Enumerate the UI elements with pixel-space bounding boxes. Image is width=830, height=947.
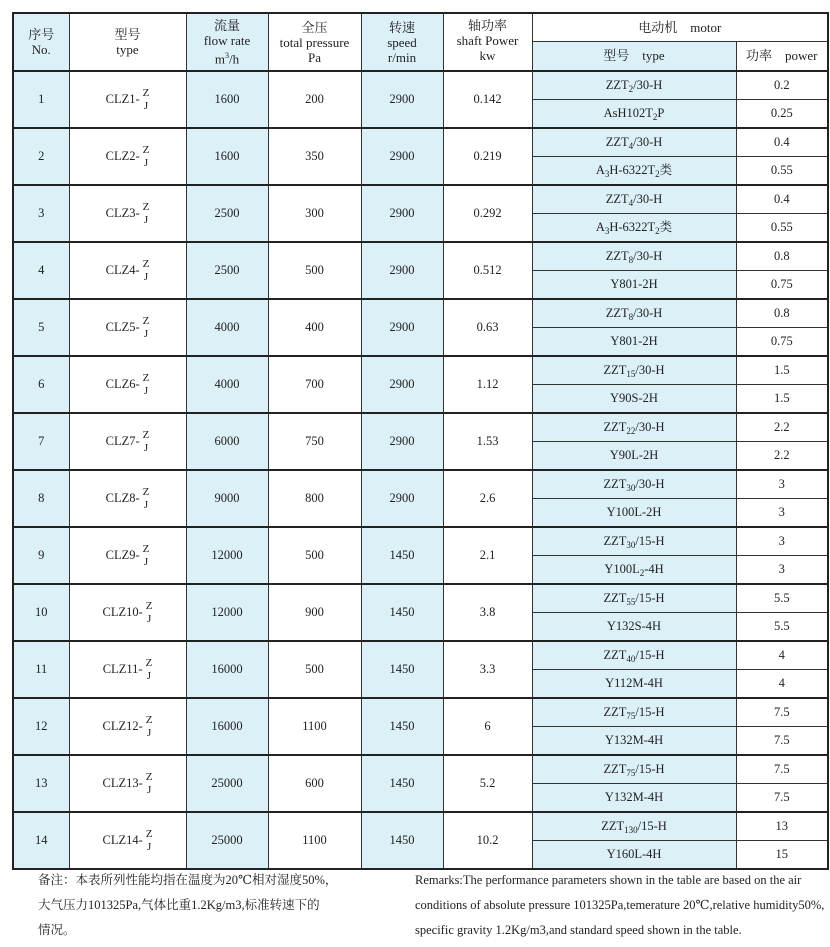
fan-type-variant	[143, 87, 150, 113]
motor-type-text: ZZT	[605, 249, 629, 263]
motor-power: 0.2	[736, 71, 828, 100]
table-row	[13, 242, 828, 271]
motor-type	[532, 185, 736, 214]
motor-type	[532, 556, 736, 585]
fan-type	[69, 470, 186, 527]
speed: 2900	[361, 356, 443, 413]
flow-rate: 4000	[186, 356, 268, 413]
variant-j: J	[143, 327, 149, 340]
motor-type	[532, 328, 736, 357]
motor-type-subscript: 2	[652, 112, 658, 122]
variant-z: Z	[142, 257, 150, 270]
note-line: 大气压力101325Pa,气体比重1.2Kg/m3,标准转速下的	[38, 898, 320, 912]
motor-type	[532, 784, 736, 813]
fan-type-variant	[146, 714, 153, 740]
motor-type-subscript: 4	[628, 141, 634, 151]
motor-type	[532, 71, 736, 100]
speed: 2900	[361, 185, 443, 242]
fan-type-model: CLZ6-	[105, 376, 140, 391]
fan-type	[69, 356, 186, 413]
total-pressure: 1100	[268, 812, 361, 869]
motor-type-text: Y132M-4H	[604, 733, 664, 747]
motor-power: 0.8	[736, 299, 828, 328]
motor-power: 4	[736, 641, 828, 670]
motor-type-text: /15-H	[635, 762, 665, 776]
motor-power: 1.5	[736, 356, 828, 385]
fan-type-variant	[143, 372, 150, 398]
motor-type-subscript: 8	[628, 255, 634, 265]
variant-z: Z	[142, 143, 150, 156]
motor-type-subscript: 75	[626, 711, 636, 721]
motor-type	[532, 470, 736, 499]
variant-j: J	[146, 612, 152, 625]
variant-j: J	[143, 441, 149, 454]
fan-type	[69, 242, 186, 299]
motor-type-text: ZZT	[603, 705, 627, 719]
variant-j: J	[143, 384, 149, 397]
table-row	[13, 413, 828, 442]
total-pressure: 600	[268, 755, 361, 812]
motor-power: 3	[736, 527, 828, 556]
total-pressure: 900	[268, 584, 361, 641]
shaft-power: 1.53	[443, 413, 532, 470]
fan-type-model: CLZ14-	[102, 832, 143, 847]
header-shaft-power: 轴功率 shaft Power kw	[443, 13, 532, 71]
motor-type-subscript: 4	[628, 198, 634, 208]
fan-type-variant	[143, 429, 150, 455]
motor-power: 3	[736, 499, 828, 528]
variant-z: Z	[142, 485, 150, 498]
table-row	[13, 356, 828, 385]
flow-rate: 25000	[186, 755, 268, 812]
variant-z: Z	[142, 542, 150, 555]
motor-type-text: ZZT	[603, 477, 627, 491]
fan-performance-table	[12, 12, 829, 870]
motor-power: 0.4	[736, 185, 828, 214]
motor-type-subscript: 3	[604, 169, 610, 179]
motor-type	[532, 442, 736, 471]
motor-type-text: Y90S-2H	[610, 391, 658, 405]
motor-type-subscript: 30	[626, 540, 636, 550]
fan-type-variant	[143, 201, 150, 227]
speed: 2900	[361, 299, 443, 356]
speed: 1450	[361, 812, 443, 869]
table-row	[13, 470, 828, 499]
motor-type-text: ZZT	[603, 591, 627, 605]
flow-rate: 16000	[186, 698, 268, 755]
fan-type-variant	[146, 828, 153, 854]
motor-type	[532, 755, 736, 784]
total-pressure: 500	[268, 242, 361, 299]
speed: 1450	[361, 755, 443, 812]
motor-type	[532, 499, 736, 528]
motor-type-text: H-6322T	[609, 220, 656, 234]
fan-type	[69, 698, 186, 755]
motor-type-subscript: 22	[626, 426, 636, 436]
table-row	[13, 755, 828, 784]
table-body	[13, 71, 828, 869]
motor-type-text: -4H	[644, 562, 664, 576]
motor-type	[532, 100, 736, 129]
fan-type	[69, 185, 186, 242]
motor-power: 7.5	[736, 698, 828, 727]
motor-type	[532, 242, 736, 271]
motor-power: 0.75	[736, 271, 828, 300]
motor-type-text: /30-H	[633, 135, 663, 149]
motor-type-text: /30-H	[633, 249, 663, 263]
motor-type-text: /30-H	[633, 306, 663, 320]
speed: 1450	[361, 584, 443, 641]
fan-type-model: CLZ9-	[105, 547, 140, 562]
fan-type-variant	[143, 543, 150, 569]
fan-type-model: CLZ12-	[102, 718, 143, 733]
flow-rate: 9000	[186, 470, 268, 527]
shaft-power: 10.2	[443, 812, 532, 869]
variant-j: J	[143, 498, 149, 511]
speed: 2900	[361, 413, 443, 470]
row-number: 5	[13, 299, 69, 356]
header-flow: 流量 flow rate $m^3/h$	[186, 13, 268, 71]
fan-type-model: CLZ3-	[105, 205, 140, 220]
motor-type-subscript: 75	[626, 768, 636, 778]
motor-power: 5.5	[736, 613, 828, 642]
motor-type-text: ZZT	[603, 420, 627, 434]
table-row	[13, 128, 828, 157]
motor-type-subscript: 2	[655, 226, 660, 236]
variant-z: Z	[145, 713, 153, 726]
motor-type	[532, 613, 736, 642]
flow-rate: 16000	[186, 641, 268, 698]
note-line: Remarks:The performance parameters shown in the table are based on the air	[415, 873, 802, 887]
total-pressure: 400	[268, 299, 361, 356]
notes-english	[415, 868, 830, 943]
row-number: 11	[13, 641, 69, 698]
fan-type	[69, 527, 186, 584]
variant-z: Z	[142, 428, 150, 441]
shaft-power: 3.3	[443, 641, 532, 698]
notes-chinese	[38, 868, 358, 943]
total-pressure: 500	[268, 641, 361, 698]
motor-type-text: /30-H	[635, 477, 665, 491]
motor-type-text: /15-H	[637, 819, 667, 833]
motor-power: 15	[736, 841, 828, 870]
table-row	[13, 584, 828, 613]
motor-type-text: Y801-2H	[610, 277, 658, 291]
motor-type-text: /30-H	[635, 420, 665, 434]
fan-type-model: CLZ7-	[105, 433, 140, 448]
fan-type-model: CLZ5-	[105, 319, 140, 334]
motor-type-subscript: 55	[626, 597, 636, 607]
motor-type	[532, 157, 736, 186]
motor-type-subscript: 2	[655, 169, 660, 179]
row-number: 12	[13, 698, 69, 755]
motor-type-text: H-6322T	[609, 163, 656, 177]
shaft-power: 6	[443, 698, 532, 755]
motor-type-subscript: 15	[626, 369, 636, 379]
motor-type	[532, 641, 736, 670]
flow-rate: 1600	[186, 71, 268, 128]
table-row	[13, 527, 828, 556]
motor-type-text: /30-H	[633, 78, 663, 92]
speed: 2900	[361, 242, 443, 299]
fan-type	[69, 755, 186, 812]
motor-type	[532, 841, 736, 870]
motor-type-subscript: 3	[604, 226, 610, 236]
row-number: 1	[13, 71, 69, 128]
flow-rate: 12000	[186, 527, 268, 584]
motor-type-text: Y132S-4H	[606, 619, 662, 633]
speed: 1450	[361, 698, 443, 755]
motor-type-text: /30-H	[633, 192, 663, 206]
motor-type	[532, 698, 736, 727]
variant-j: J	[146, 840, 152, 853]
flow-rate: 25000	[186, 812, 268, 869]
motor-type-text: Y160L-4H	[606, 847, 662, 861]
fan-type	[69, 584, 186, 641]
shaft-power: 0.219	[443, 128, 532, 185]
header-pressure: 全压 total pressure Pa	[268, 13, 361, 71]
total-pressure: 200	[268, 71, 361, 128]
motor-type	[532, 670, 736, 699]
row-number: 14	[13, 812, 69, 869]
speed: 1450	[361, 641, 443, 698]
header-motor: 电动机 motor	[532, 13, 828, 41]
motor-type	[532, 356, 736, 385]
flow-rate: 4000	[186, 299, 268, 356]
fan-type-model: CLZ4-	[105, 262, 140, 277]
fan-type	[69, 128, 186, 185]
motor-type-text: ZZT	[605, 78, 629, 92]
motor-type-text: ZZT	[603, 534, 627, 548]
motor-type-text: ZZT	[605, 135, 629, 149]
motor-type-text: AsH102T	[603, 106, 653, 120]
motor-type-subscript: 40	[626, 654, 636, 664]
header-motor-power: 功率 power	[736, 41, 828, 71]
motor-type-text: ZZT	[603, 762, 627, 776]
row-number: 13	[13, 755, 69, 812]
motor-type-text: ZZT	[605, 306, 629, 320]
fan-type-variant	[143, 486, 150, 512]
fan-type	[69, 413, 186, 470]
variant-j: J	[143, 213, 149, 226]
motor-type	[532, 214, 736, 243]
motor-type-text: /15-H	[635, 591, 665, 605]
flow-rate: 1600	[186, 128, 268, 185]
motor-type-text: Y90L-2H	[609, 448, 659, 462]
note-line: 备注：本表所列性能均指在温度为20℃相对湿度50%，	[38, 873, 338, 887]
table-row	[13, 299, 828, 328]
row-number: 3	[13, 185, 69, 242]
motor-type-text: A	[595, 220, 605, 234]
fan-type	[69, 71, 186, 128]
fan-type-variant	[143, 315, 150, 341]
table-row	[13, 71, 828, 100]
motor-power: 7.5	[736, 727, 828, 756]
motor-type-text: ZZT	[601, 819, 625, 833]
motor-type-subscript: 2	[628, 84, 634, 94]
motor-power: 1.5	[736, 385, 828, 414]
motor-power: 7.5	[736, 784, 828, 813]
variant-z: Z	[145, 827, 153, 840]
table-row	[13, 698, 828, 727]
header-speed: 转速 speed r/min	[361, 13, 443, 71]
row-number: 6	[13, 356, 69, 413]
row-number: 4	[13, 242, 69, 299]
motor-type-subscript: 2	[639, 568, 645, 578]
motor-power: 13	[736, 812, 828, 841]
fan-type	[69, 641, 186, 698]
fan-type-model: CLZ13-	[102, 775, 143, 790]
motor-type-text: A	[595, 163, 605, 177]
speed: 1450	[361, 527, 443, 584]
variant-j: J	[146, 726, 152, 739]
motor-type	[532, 299, 736, 328]
flow-rate: 2500	[186, 242, 268, 299]
fan-type-variant	[143, 144, 150, 170]
total-pressure: 750	[268, 413, 361, 470]
shaft-power: 0.512	[443, 242, 532, 299]
motor-type	[532, 584, 736, 613]
shaft-power: 2.1	[443, 527, 532, 584]
table-row	[13, 185, 828, 214]
fan-type-variant	[143, 258, 150, 284]
header-motor-type: 型号 type	[532, 41, 736, 71]
row-number: 8	[13, 470, 69, 527]
motor-power: 3	[736, 556, 828, 585]
motor-type-text: Y100L	[604, 562, 640, 576]
motor-power: 0.25	[736, 100, 828, 129]
motor-type-text: Y801-2H	[610, 334, 658, 348]
motor-type-text: /15-H	[635, 648, 665, 662]
variant-z: Z	[142, 314, 150, 327]
motor-type	[532, 128, 736, 157]
motor-power: 5.5	[736, 584, 828, 613]
fan-type-variant	[146, 771, 153, 797]
motor-type-subscript: 8	[628, 312, 634, 322]
motor-type-subscript: 30	[626, 483, 636, 493]
motor-type-text: Y100L-2H	[606, 505, 662, 519]
total-pressure: 300	[268, 185, 361, 242]
motor-type-text: 类	[659, 163, 673, 177]
shaft-power: 0.142	[443, 71, 532, 128]
motor-type-text: Y132M-4H	[604, 790, 664, 804]
fan-type-model: CLZ2-	[105, 148, 140, 163]
flow-rate: 2500	[186, 185, 268, 242]
fan-type	[69, 299, 186, 356]
motor-type-text: Y112M-4H	[605, 676, 663, 690]
fan-type	[69, 812, 186, 869]
motor-power: 0.4	[736, 128, 828, 157]
shaft-power: 5.2	[443, 755, 532, 812]
header-no: 序号 No.	[13, 13, 69, 71]
motor-power: 0.55	[736, 157, 828, 186]
shaft-power: 0.63	[443, 299, 532, 356]
variant-j: J	[146, 669, 152, 682]
motor-type	[532, 271, 736, 300]
shaft-power: 1.12	[443, 356, 532, 413]
motor-power: 0.75	[736, 328, 828, 357]
speed: 2900	[361, 470, 443, 527]
motor-type-text: ZZT	[603, 648, 627, 662]
motor-type	[532, 812, 736, 841]
fan-type-model: CLZ8-	[105, 490, 140, 505]
total-pressure: 500	[268, 527, 361, 584]
variant-j: J	[143, 99, 149, 112]
row-number: 10	[13, 584, 69, 641]
shaft-power: 0.292	[443, 185, 532, 242]
motor-type-text: /30-H	[635, 363, 665, 377]
fan-type-model: CLZ1-	[105, 91, 140, 106]
motor-power: 0.55	[736, 214, 828, 243]
variant-j: J	[143, 270, 149, 283]
motor-type-text: P	[657, 106, 665, 120]
flow-rate: 12000	[186, 584, 268, 641]
motor-type-text: ZZT	[603, 363, 627, 377]
motor-power: 4	[736, 670, 828, 699]
motor-type	[532, 413, 736, 442]
motor-power: 0.8	[736, 242, 828, 271]
motor-power: 7.5	[736, 755, 828, 784]
motor-type-text: 类	[659, 220, 673, 234]
motor-power: 2.2	[736, 442, 828, 471]
row-number: 9	[13, 527, 69, 584]
motor-type-subscript: 130	[624, 825, 638, 835]
variant-z: Z	[145, 770, 153, 783]
speed: 2900	[361, 128, 443, 185]
motor-type-text: /15-H	[635, 705, 665, 719]
variant-z: Z	[142, 200, 150, 213]
table-row	[13, 641, 828, 670]
variant-z: Z	[142, 371, 150, 384]
variant-j: J	[146, 783, 152, 796]
motor-type-text: /15-H	[635, 534, 665, 548]
header-type: 型号 type	[69, 13, 186, 71]
total-pressure: 700	[268, 356, 361, 413]
speed: 2900	[361, 71, 443, 128]
note-line: specific gravity 1.2Kg/m3,and standard speed shown in the table.	[415, 923, 742, 937]
table-row	[13, 812, 828, 841]
total-pressure: 1100	[268, 698, 361, 755]
motor-power: 3	[736, 470, 828, 499]
total-pressure: 800	[268, 470, 361, 527]
motor-type-text: ZZT	[605, 192, 629, 206]
variant-z: Z	[142, 86, 150, 99]
note-line: 情况。	[38, 923, 76, 937]
motor-type	[532, 527, 736, 556]
shaft-power: 2.6	[443, 470, 532, 527]
fan-type-variant	[146, 657, 153, 683]
variant-z: Z	[145, 599, 153, 612]
note-line: conditions of absolute pressure 101325Pa,temerature 20℃,relative humidity50%,	[415, 898, 825, 912]
fan-type-model: CLZ11-	[102, 661, 143, 676]
variant-z: Z	[145, 656, 153, 669]
fan-type-variant	[146, 600, 153, 626]
variant-j: J	[143, 555, 149, 568]
motor-power: 2.2	[736, 413, 828, 442]
motor-type	[532, 385, 736, 414]
total-pressure: 350	[268, 128, 361, 185]
fan-type-model: CLZ10-	[102, 604, 143, 619]
row-number: 2	[13, 128, 69, 185]
motor-type	[532, 727, 736, 756]
variant-j: J	[143, 156, 149, 169]
row-number: 7	[13, 413, 69, 470]
flow-rate: 6000	[186, 413, 268, 470]
shaft-power: 3.8	[443, 584, 532, 641]
